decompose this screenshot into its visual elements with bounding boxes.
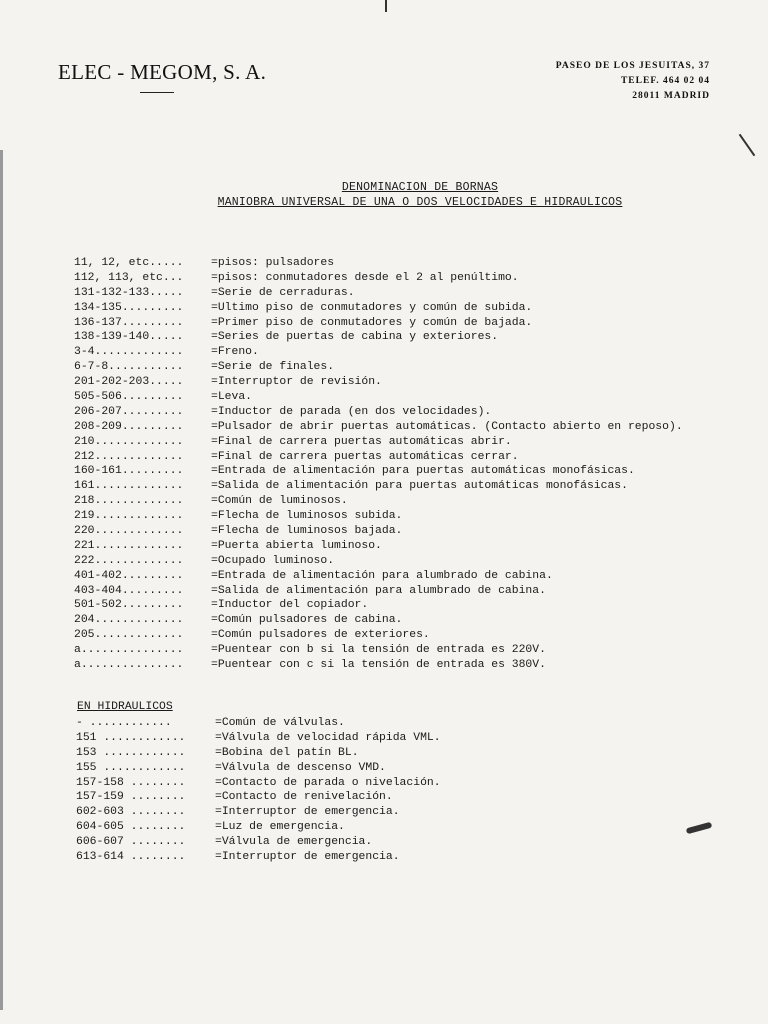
terminal-row	[74, 345, 754, 360]
terminal-row	[74, 524, 754, 539]
terminal-description: =Contacto de parada o nivelación.	[215, 776, 441, 789]
terminal-code: 3-4.............	[74, 346, 184, 359]
scan-mark	[385, 0, 387, 12]
terminal-code: 604-605 ........	[76, 821, 186, 834]
terminal-description: =pisos: conmutadores desde el 2 al penúltimo.	[211, 271, 519, 284]
terminal-description: =Entrada de alimentación para alumbrado de cabina.	[211, 569, 553, 582]
terminal-description: =Series de puertas de cabina y exteriores.	[211, 331, 499, 344]
terminal-description: =Común de luminosos.	[211, 495, 348, 508]
terminal-description: =Freno.	[211, 346, 259, 359]
terminal-code: a...............	[74, 644, 184, 657]
terminal-row	[74, 301, 754, 316]
company-underline	[140, 92, 174, 93]
terminal-description: =Luz de emergencia.	[215, 821, 345, 834]
terminal-code: 218.............	[74, 495, 184, 508]
terminal-description: =Interruptor de revisión.	[211, 376, 382, 389]
hydraulics-section-title: EN HIDRAULICOS	[77, 701, 173, 713]
terminal-code: 606-607 ........	[76, 836, 186, 849]
terminal-row	[76, 746, 756, 761]
terminal-row	[74, 613, 754, 628]
terminal-row	[76, 790, 756, 805]
terminal-code: 155 ............	[76, 761, 186, 774]
terminal-description: =Ultimo piso de conmutadores y común de subida.	[211, 301, 533, 314]
terminal-code: 208-209.........	[74, 420, 184, 433]
terminal-description: =Inductor de parada (en dos velocidades).	[211, 405, 492, 418]
terminal-code: 613-614 ........	[76, 851, 186, 864]
company-name: ELEC - MEGOM, S. A.	[58, 60, 267, 84]
terminal-code: 6-7-8...........	[74, 361, 184, 374]
terminal-list	[74, 256, 754, 673]
terminal-row	[76, 850, 756, 865]
terminal-code: 220.............	[74, 525, 184, 538]
terminal-row	[74, 658, 754, 673]
terminal-code: - ............	[76, 717, 172, 729]
terminal-description: =Serie de finales.	[211, 361, 335, 374]
terminal-code: 134-135.........	[74, 301, 184, 314]
terminal-code: 205.............	[74, 629, 184, 642]
terminal-row	[74, 390, 754, 405]
terminal-description: =Interruptor de emergencia.	[215, 851, 400, 864]
terminal-row	[74, 360, 754, 375]
terminal-description: =Entrada de alimentación para puertas automáticas monofásicas.	[211, 465, 635, 478]
terminal-row	[74, 464, 754, 479]
terminal-description: =Salida de alimentación para puertas automáticas monofásicas.	[211, 480, 628, 493]
terminal-code: 222.............	[74, 554, 184, 567]
terminal-row	[74, 479, 754, 494]
terminal-row	[74, 569, 754, 584]
terminal-code: 204.............	[74, 614, 184, 627]
terminal-code: 151 ............	[76, 731, 186, 744]
terminal-code: 136-137.........	[74, 316, 184, 329]
terminal-description: =pisos: pulsadores	[211, 257, 335, 269]
terminal-code: 138-139-140.....	[74, 331, 184, 344]
terminal-code: 157-159 ........	[76, 791, 186, 804]
terminal-row	[74, 509, 754, 524]
address-street: PASEO DE LOS JESUITAS, 37	[555, 61, 710, 71]
terminal-description: =Serie de cerraduras.	[211, 286, 355, 299]
terminal-description: =Pulsador de abrir puertas automáticas. (Contacto abierto en reposo).	[211, 420, 683, 433]
address-phone: TELEF. 464 02 04	[620, 76, 710, 86]
terminal-description: =Válvula de velocidad rápida VML.	[215, 731, 441, 744]
terminal-code: 131-132-133.....	[74, 286, 184, 299]
terminal-description: =Puerta abierta luminoso.	[211, 539, 382, 552]
terminal-row	[74, 539, 754, 554]
terminal-row	[76, 716, 756, 731]
terminal-description: =Contacto de renivelación.	[215, 791, 393, 804]
terminal-description: =Común pulsadores de exteriores.	[211, 629, 430, 642]
terminal-row	[76, 835, 756, 850]
terminal-code: a...............	[74, 659, 184, 672]
terminal-description: =Final de carrera puertas automáticas cerrar.	[211, 450, 519, 463]
terminal-code: 221.............	[74, 539, 184, 552]
terminal-code: 505-506.........	[74, 391, 184, 404]
terminal-row	[74, 375, 754, 390]
terminal-code: 206-207.........	[74, 405, 184, 418]
scan-mark	[739, 134, 756, 156]
terminal-description: =Leva.	[211, 391, 253, 404]
terminal-row	[74, 643, 754, 658]
terminal-description: =Inductor del copiador.	[211, 599, 369, 612]
company-address	[556, 59, 710, 104]
terminal-description: =Flecha de luminosos bajada.	[211, 525, 403, 538]
terminal-code: 403-404.........	[74, 584, 184, 597]
terminal-row	[76, 805, 756, 820]
terminal-description: =Puentear con c si la tensión de entrada es 380V.	[211, 659, 546, 672]
terminal-code: 112, 113, etc...	[74, 271, 184, 284]
terminal-code: 219.............	[74, 510, 184, 523]
terminal-code: 161.............	[74, 480, 184, 493]
terminal-description: =Válvula de emergencia.	[215, 836, 373, 849]
terminal-description: =Salida de alimentación para alumbrado de cabina.	[211, 584, 546, 597]
address-city: 28011 MADRID	[632, 91, 710, 101]
terminal-description: =Bobina del patín BL.	[215, 746, 359, 759]
terminal-row	[74, 405, 754, 420]
terminal-code: 210.............	[74, 435, 184, 448]
terminal-code: 602-603 ........	[76, 806, 186, 819]
terminal-description: =Común pulsadores de cabina.	[211, 614, 403, 627]
terminal-row	[74, 435, 754, 450]
terminal-description: =Común de válvulas.	[215, 717, 345, 729]
terminal-row	[76, 731, 756, 746]
terminal-row	[74, 598, 754, 613]
terminal-description: =Válvula de descenso VMD.	[215, 761, 386, 774]
terminal-row	[74, 256, 754, 271]
terminal-row	[76, 820, 756, 835]
document-subtitle: MANIOBRA UNIVERSAL DE UNA O DOS VELOCIDADES E HIDRAULICOS	[217, 196, 623, 209]
terminal-code: 160-161.........	[74, 465, 184, 478]
terminal-code: 153 ............	[76, 746, 186, 759]
terminal-row	[76, 761, 756, 776]
terminal-row	[74, 420, 754, 435]
document-title: DENOMINACION DE BORNAS	[341, 181, 499, 194]
terminal-description: =Flecha de luminosos subida.	[211, 510, 403, 523]
hydraulics-list	[76, 716, 756, 865]
terminal-code: 212.............	[74, 450, 184, 463]
terminal-row	[74, 584, 754, 599]
terminal-description: =Final de carrera puertas automáticas abrir.	[211, 435, 512, 448]
terminal-row	[76, 776, 756, 791]
terminal-description: =Puentear con b si la tensión de entrada es 220V.	[211, 644, 546, 657]
scan-edge	[0, 150, 3, 1010]
terminal-description: =Ocupado luminoso.	[211, 554, 335, 567]
terminal-row	[74, 450, 754, 465]
terminal-row	[74, 554, 754, 569]
terminal-code: 11, 12, etc.....	[74, 257, 184, 269]
terminal-row	[74, 286, 754, 301]
terminal-row	[74, 316, 754, 331]
terminal-row	[74, 330, 754, 345]
terminal-description: =Primer piso de conmutadores y común de bajada.	[211, 316, 533, 329]
terminal-code: 157-158 ........	[76, 776, 186, 789]
terminal-code: 501-502.........	[74, 599, 184, 612]
terminal-row	[74, 628, 754, 643]
terminal-description: =Interruptor de emergencia.	[215, 806, 400, 819]
terminal-code: 401-402.........	[74, 569, 184, 582]
terminal-code: 201-202-203.....	[74, 376, 184, 389]
terminal-row	[74, 494, 754, 509]
terminal-row	[74, 271, 754, 286]
